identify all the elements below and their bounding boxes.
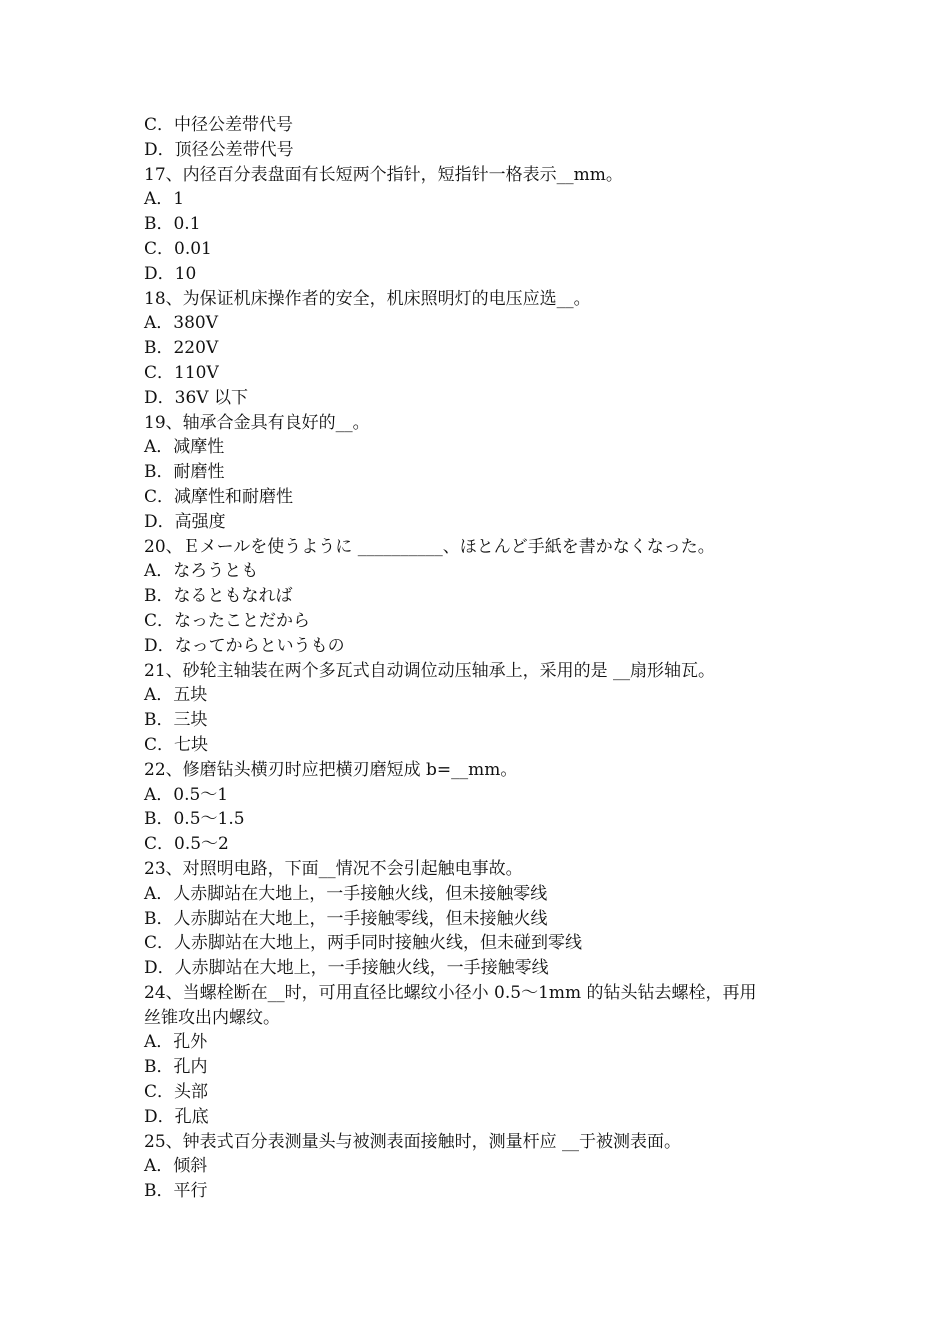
option-b: B．三块: [144, 710, 208, 731]
option-d: D．10: [144, 263, 197, 284]
option-c: C．0.01: [144, 238, 212, 259]
option-c: C．110V: [144, 362, 219, 383]
question-18: 18、为保证机床操作者的安全，机床照明灯的电压应选__。: [144, 288, 591, 309]
option-c: C．中径公差带代号: [144, 115, 294, 135]
option-c: C．人赤脚站在大地上，两手同时接触火线，但未碰到零线: [144, 933, 583, 954]
document-page: [144, 113, 824, 1204]
question-19: 19、轴承合金具有良好的__。: [144, 412, 370, 433]
question-21: 21、砂轮主轴装在两个多瓦式自动调位动压轴承上，采用的是 __扇形轴瓦。: [144, 660, 716, 681]
option-b: B．0.1: [144, 214, 201, 235]
option-a: A．五块: [144, 685, 208, 706]
option-b: B．0.5～1.5: [144, 809, 245, 830]
option-b: B．平行: [144, 1181, 208, 1202]
option-d: D．孔底: [144, 1106, 209, 1127]
option-c: C．七块: [144, 734, 209, 755]
option-b: B．220V: [144, 338, 219, 359]
question-23: 23、对照明电路，下面__情况不会引起触电事故。: [144, 858, 523, 879]
question-25: 25、钟表式百分表测量头与被测表面接触时，测量杆应 __于被测表面。: [144, 1131, 682, 1152]
option-b: B．なるともなれば: [144, 586, 293, 607]
option-d: D．顶径公差带代号: [144, 139, 294, 160]
option-c: C．头部: [144, 1082, 209, 1103]
option-b: B．孔内: [144, 1057, 208, 1078]
option-a: A．人赤脚站在大地上，一手接触火线，但未接触零线: [144, 883, 548, 904]
option-c: C．减摩性和耐磨性: [144, 486, 294, 507]
option-a: A．倾斜: [144, 1156, 208, 1177]
option-c: C．なったことだから: [144, 610, 311, 631]
question-24-continued: 丝锥攻出内螺纹。: [144, 1007, 280, 1028]
question-24: 24、当螺栓断在__时，可用直径比螺纹小径小 0.5～1mm 的钻头钻去螺栓，再用: [144, 982, 757, 1003]
option-d: D．なってからというもの: [144, 635, 345, 656]
option-d: D．高强度: [144, 511, 226, 532]
option-b: B．耐磨性: [144, 462, 225, 483]
option-b: B．人赤脚站在大地上，一手接触零线，但未接触火线: [144, 908, 548, 929]
question-20: 20、Ｅメールを使うように __________、ほとんど手紙を書かなくなった。: [144, 536, 715, 557]
option-a: A．なろうとも: [144, 561, 259, 582]
option-a: A．1: [144, 189, 185, 210]
option-a: A．孔外: [144, 1032, 208, 1053]
option-a: A．0.5～1: [144, 784, 229, 805]
option-a: A．380V: [144, 313, 219, 334]
question-17: 17、内径百分表盘面有长短两个指针，短指针一格表示__mm。: [144, 164, 623, 185]
option-d: D．36V 以下: [144, 387, 248, 408]
question-22: 22、修磨钻头横刃时应把横刃磨短成 b=__mm。: [144, 759, 518, 780]
option-a: A．减摩性: [144, 437, 225, 458]
option-d: D．人赤脚站在大地上，一手接触火线，一手接触零线: [144, 958, 549, 979]
option-c: C．0.5～2: [144, 834, 229, 855]
